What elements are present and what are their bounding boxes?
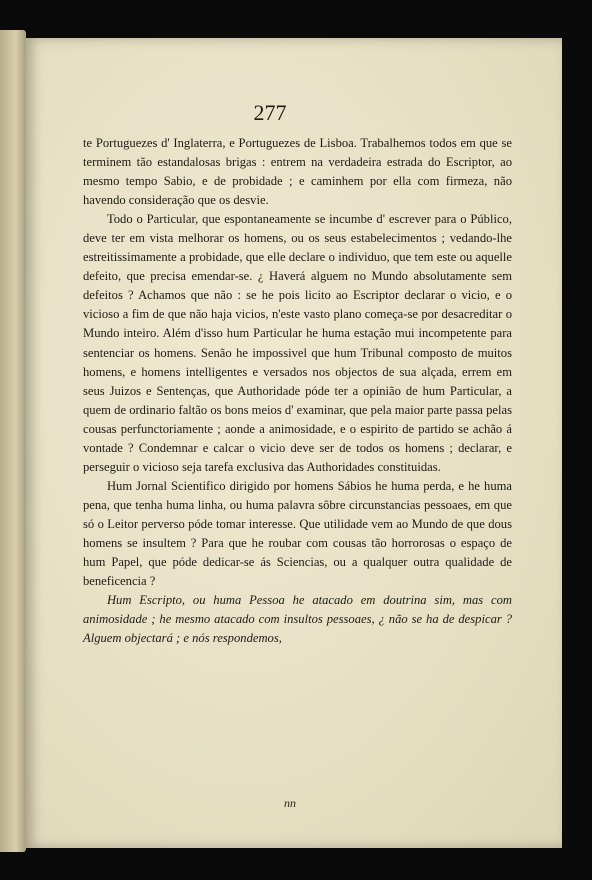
paragraph-jornal: Hum Jornal Scientifico dirigido por homens Sábios he huma perda, e he huma pena, que tenha huma linha, ou huma palavra sôbre circunstancias pessoaes, em que só o Leitor perverso póde tomar interesse. Que utilidade vem ao Mundo de que dous homens se insultem ? Para que he roubar com cousas tão horrorosas o espaço de hum Papel, que póde dedicar-se ás Sciencias, ou a qualquer outra qualidade de beneficencia ? <box>83 478 512 589</box>
catchword: nn <box>284 796 296 810</box>
adjacent-page-edge <box>0 30 26 852</box>
body-text <box>83 134 512 648</box>
paragraph-objection: Hum Escripto, ou huma Pessoa he atacado em doutrina sim, mas com animosidade ; he mesmo atacado com insultos pessoaes, ¿ não se ha de despicar ? Alguem objectará ; e nós respondemos, <box>83 593 512 646</box>
paragraph-particular: Todo o Particular, que espontaneamente se incumbe d' escrever para o Público, deve ter em vista melhorar os homens, ou os seus estabelecimentos ; vedando-lhe estreitissimamente a probidade, que elle declare o individuo, que tem este ou aquelle defeito, que precisa emendar-se. ¿ Haverá alguem no Mundo absolutamente sem defeitos ? Achamos que não : se he pois licito ao Escriptor declarar o vicio, e o vicioso a fim de que não haja vicios, n'este vasto plano começa-se por desacreditar o Mundo inteiro. Além d'isso hum Particular he huma estação mui incompetente para sentenciar os homens. Senão he impossivel que hum Tribunal composto de muitos homens, e homens intelligentes e versados nos objectos de sua alçada, errem em seus Juizos e Sentenças, que Authoridade póde ter a opinião de hum Particular, a quem de ordinario faltão os bons meios d' examinar, que pela maior parte passa pelas cousas perfunctoriamente ; aonde a animosidade, e o espirito de partido se achão á vontade ? Condemnar e calcar o vicio deve ser de todos os homens ; declarar, e perseguir o vicioso seja tarefa exclusiva das Authoridades constituidas. <box>83 212 512 474</box>
paragraph-continuation: te Portuguezes d' Inglaterra, e Portuguezes de Lisboa. Trabalhemos todos em que se terminem tão estandalosas brigas : entrem na verdadeira estrada do Escriptor, ao mesmo tempo Sabio, e de probidade ; e caminhem por ella com firmeza, não havendo consideração que os desvie. <box>83 136 512 208</box>
page-number: 277 <box>253 100 287 125</box>
book-page <box>26 38 562 848</box>
